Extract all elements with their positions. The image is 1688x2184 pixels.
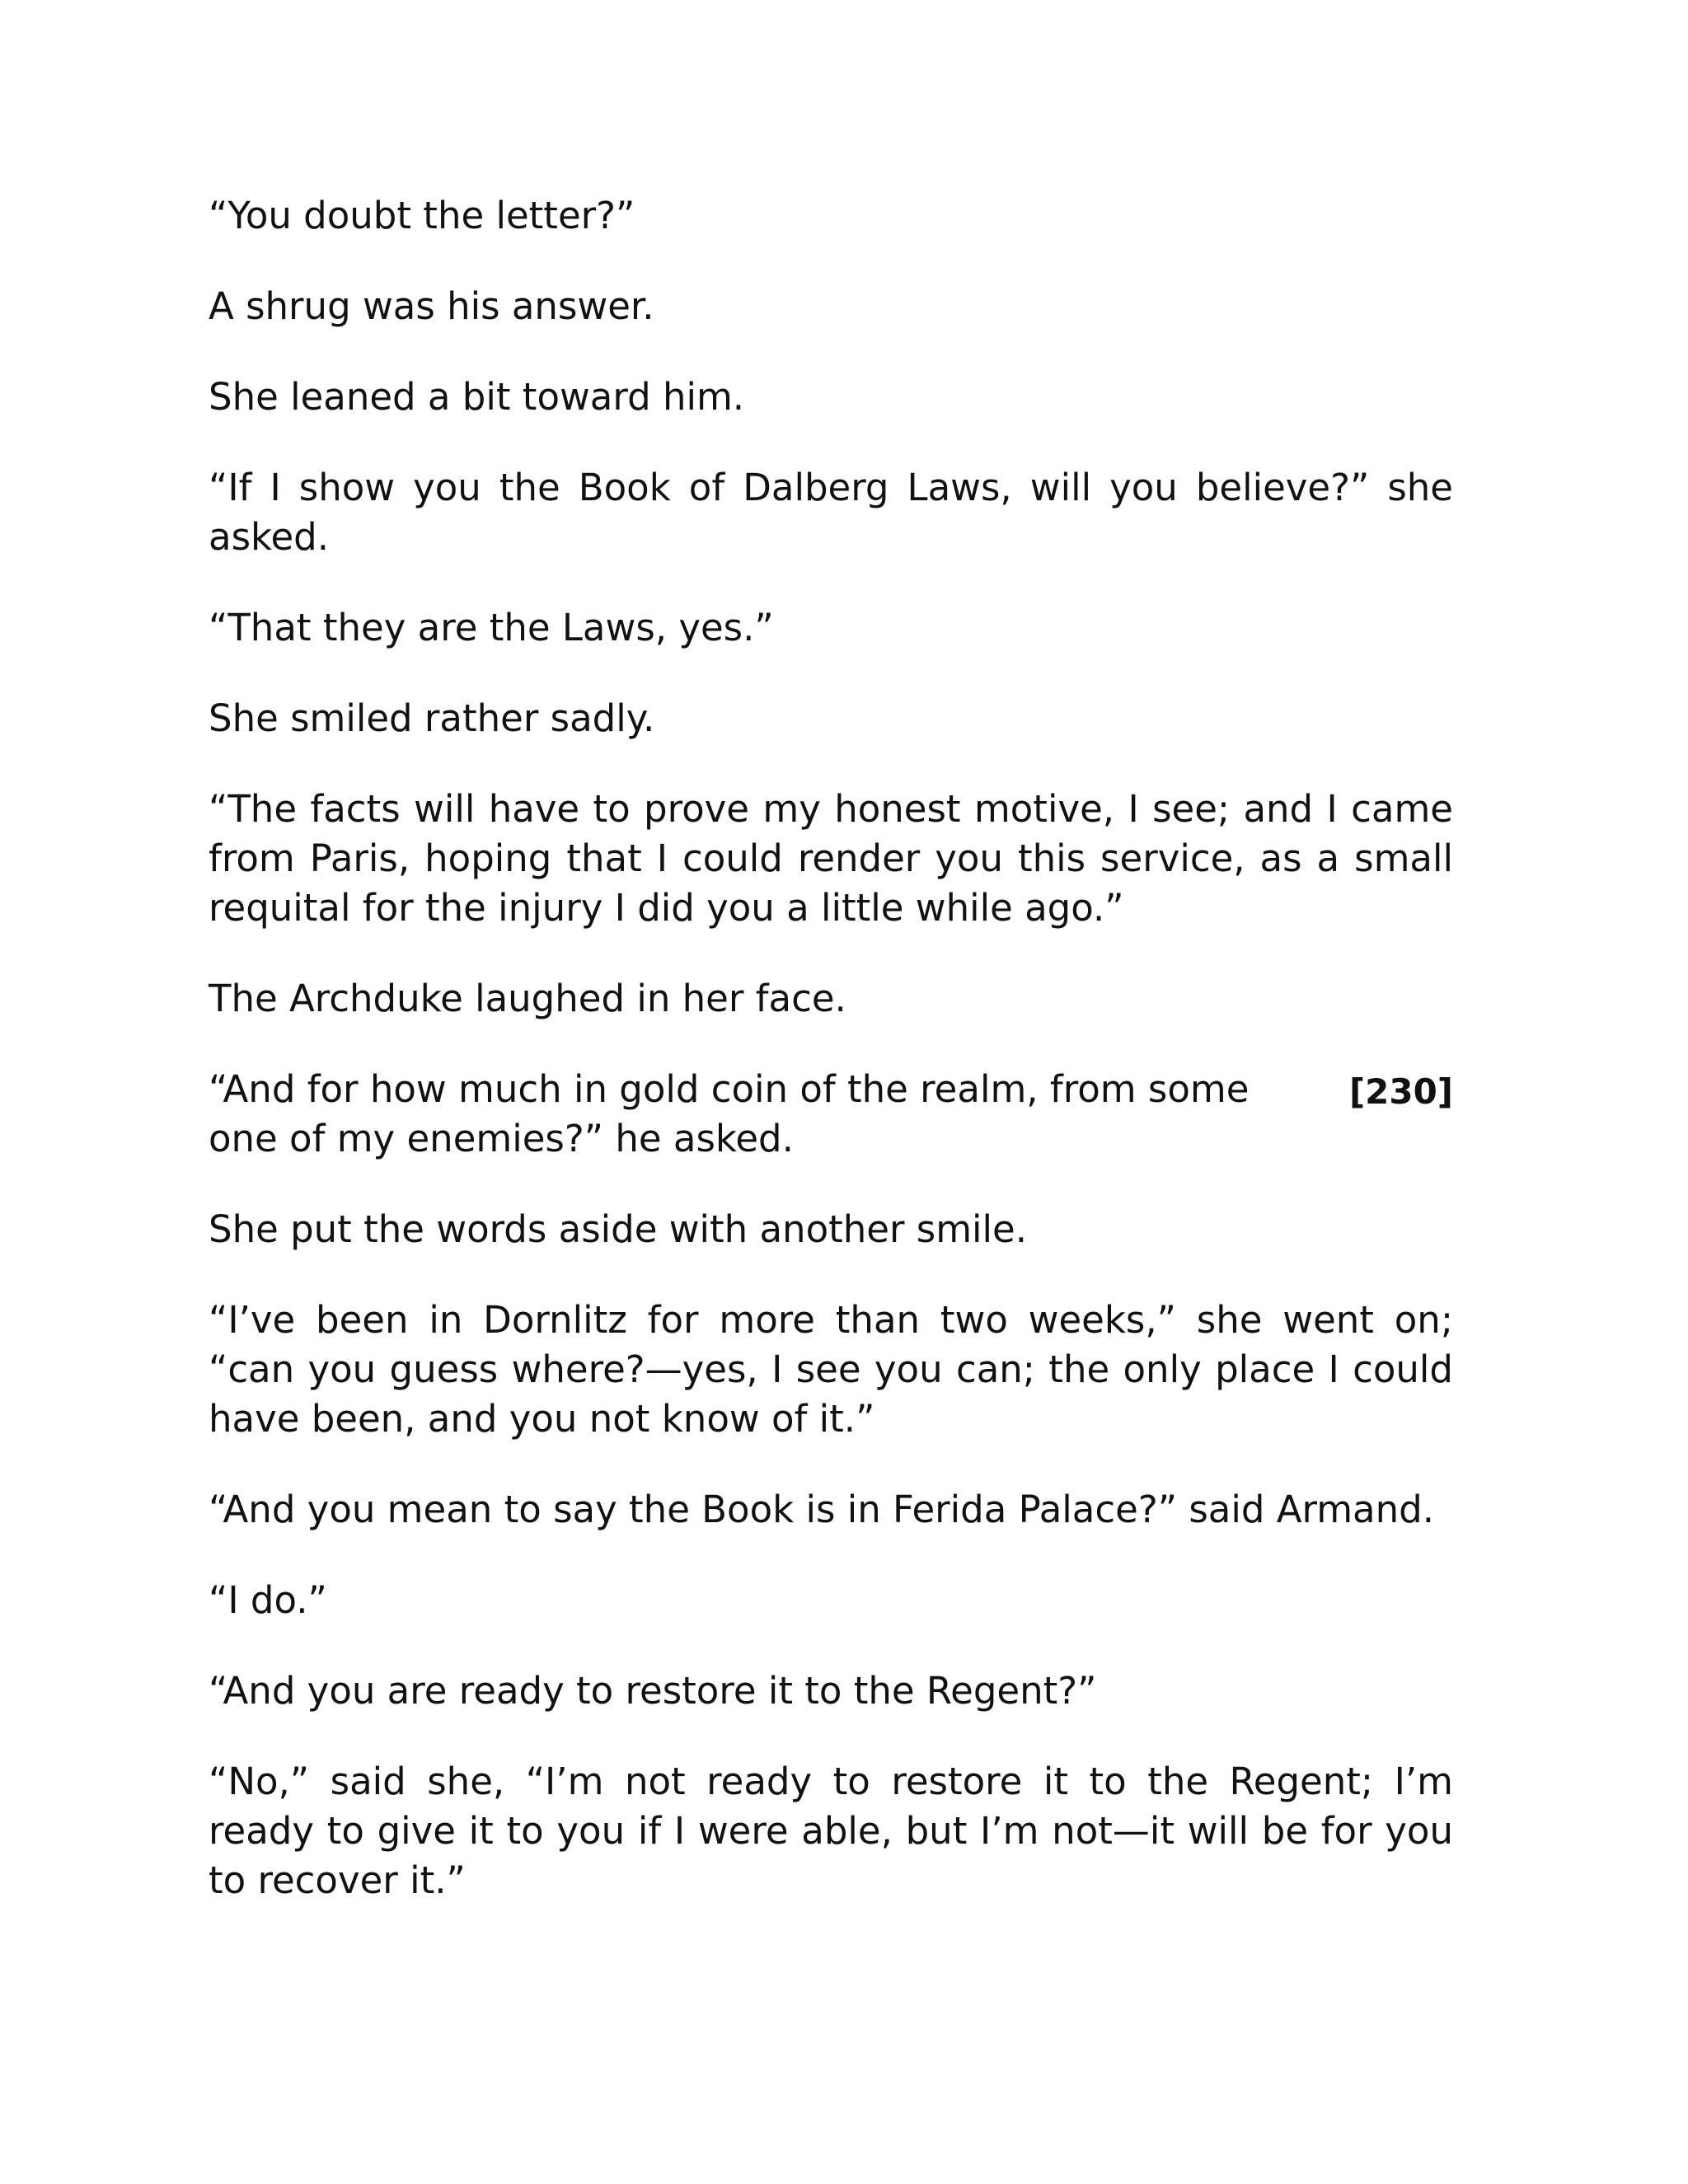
paragraph: “The facts will have to prove my honest motive, I see; and I came from Paris, hoping that I could render you this service, as a small requital for the injury I did you a little while ago.” xyxy=(209,787,1453,930)
paragraph: “If I show you the Book of Dalberg Laws, will you believe?” she asked. xyxy=(209,466,1453,559)
page-number: [230] xyxy=(1348,1071,1453,1112)
paragraph: “No,” said she, “I’m not ready to restore it to the Regent; I’m ready to give it to you if I were able, but I’m not—it will be for you to recover it.” xyxy=(209,1760,1453,1902)
paragraph-with-page-number xyxy=(209,1065,1453,1164)
paragraph: “And you are ready to restore it to the Regent?” xyxy=(209,1669,1097,1713)
paragraph: “I’ve been in Dornlitz for more than two weeks,” she went on; “can you guess where?—yes, I see you can; the only place I could have been, and you not know of it.” xyxy=(209,1298,1453,1441)
paragraph: She smiled rather sadly. xyxy=(209,696,655,740)
document-page xyxy=(209,191,1453,1947)
paragraph: A shrug was his answer. xyxy=(209,284,654,328)
paragraph: “And you mean to say the Book is in Ferida Palace?” said Armand. xyxy=(209,1488,1434,1531)
paragraph: “That they are the Laws, yes.” xyxy=(209,606,774,649)
paragraph: “And for how much in gold coin of the realm, from some one of my enemies?” he asked. xyxy=(209,1067,1250,1160)
paragraph: “I do.” xyxy=(209,1578,327,1622)
paragraph: “You doubt the letter?” xyxy=(209,194,635,237)
paragraph: She leaned a bit toward him. xyxy=(209,375,745,419)
paragraph: She put the words aside with another smile. xyxy=(209,1207,1028,1251)
paragraph: The Archduke laughed in her face. xyxy=(209,977,846,1020)
